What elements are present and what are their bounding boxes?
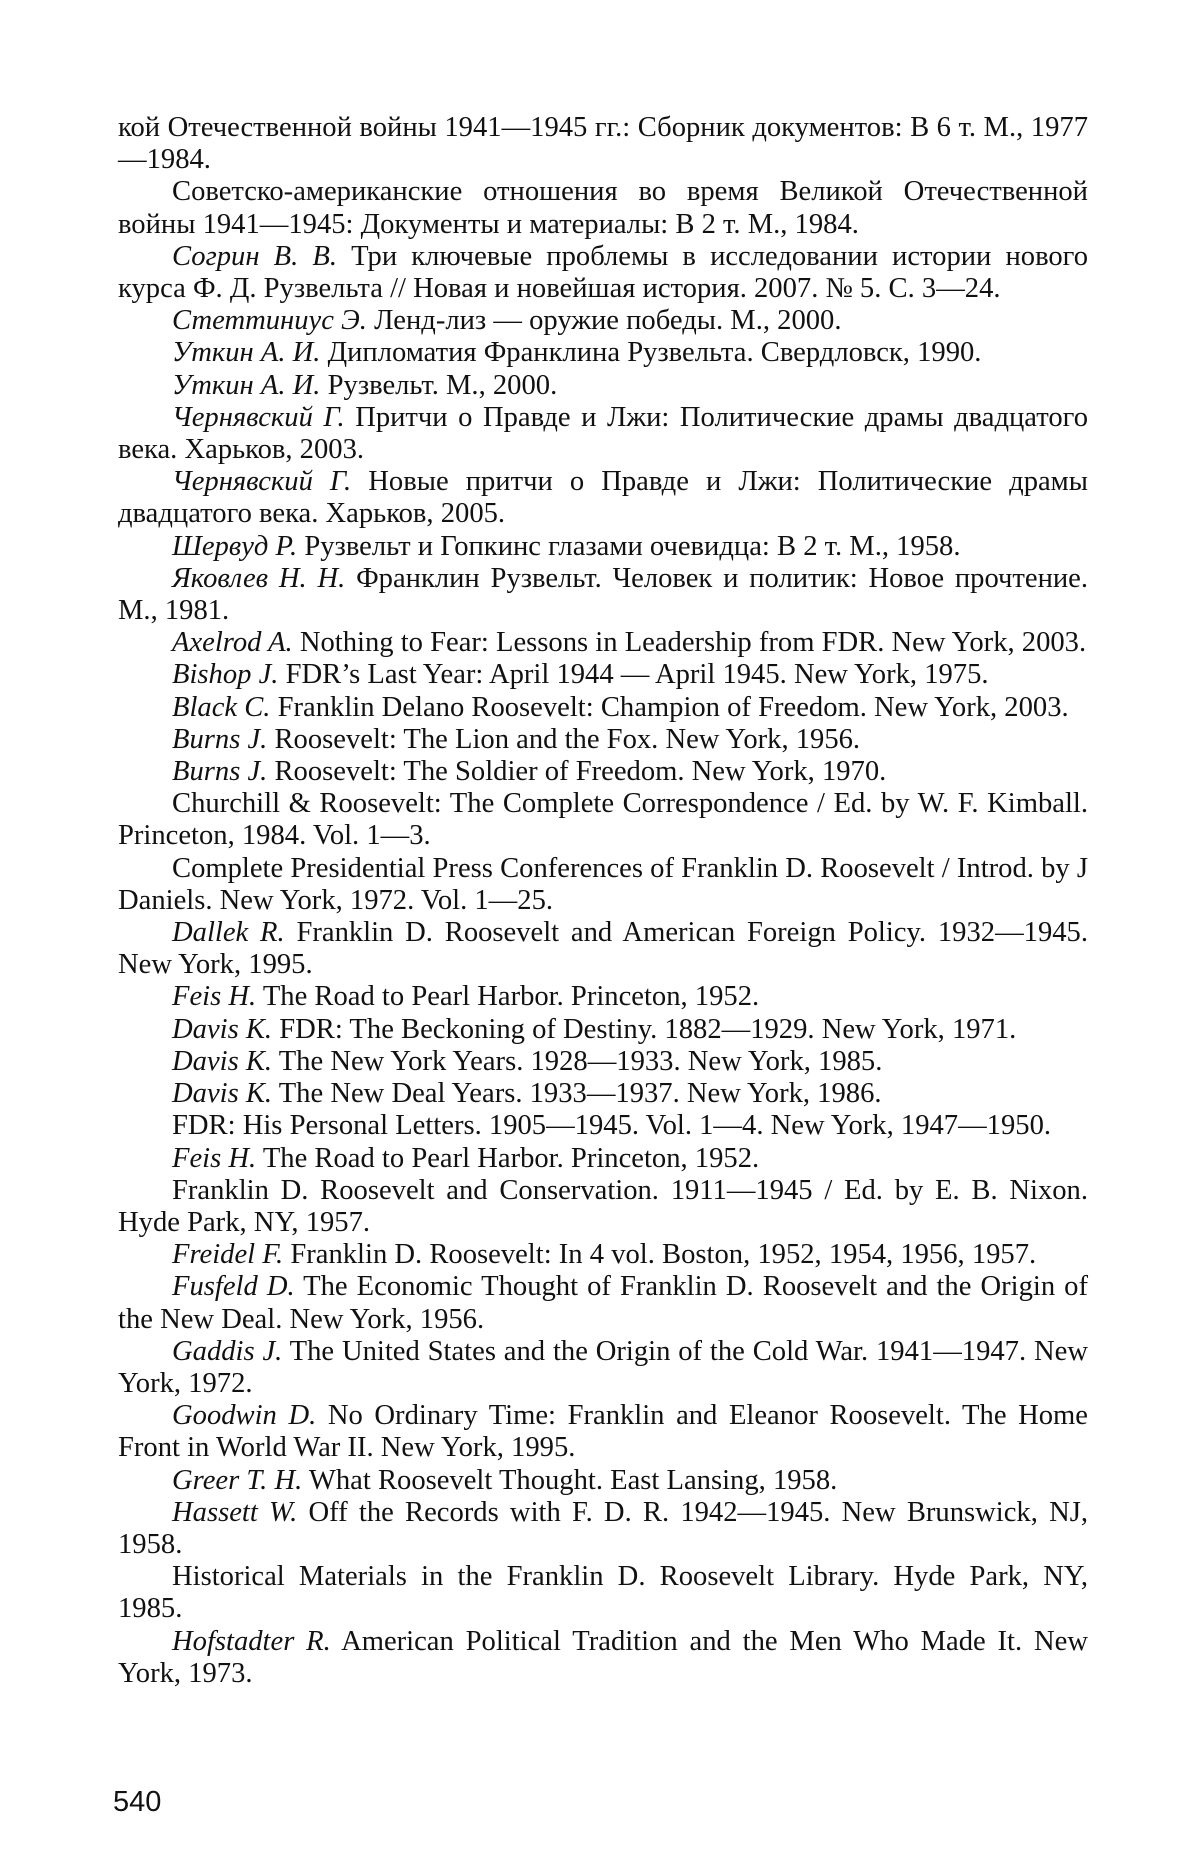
entry-text: No Ordinary Time: Franklin and Eleanor Roosevelt. The Home Front in World War II. New York, 1995. <box>118 1400 1088 1463</box>
entry-text: Roosevelt: The Soldier of Freedom. New York, 1970. <box>274 756 886 787</box>
entry-author: Bishop J. <box>172 659 278 690</box>
entry-author: Gaddis J. <box>172 1336 282 1367</box>
entry-text: Советско-американские отношения во время Великой Отечественной войны 1941—1945: Документы и материалы: В 2 т. М., 1984. <box>118 176 1088 239</box>
entry-text: Churchill & Roosevelt: The Complete Correspondence / Ed. by W. F. Kimball. Princeton, 1984. Vol. 1—3. <box>118 788 1088 851</box>
entry-text: The Road to Pearl Harbor. Princeton, 1952. <box>263 981 759 1012</box>
bibliography-entry <box>118 466 1088 530</box>
entry-author: Hassett W. <box>172 1497 297 1528</box>
entry-text: Ленд-лиз — оружие победы. М., 2000. <box>374 305 841 336</box>
entry-author: Dallek R. <box>172 917 285 948</box>
entry-author: Freidel F. <box>172 1239 283 1270</box>
entry-author: Яковлев Н. Н. <box>172 563 345 594</box>
entry-author: Axelrod A. <box>172 627 293 658</box>
bibliography-entry <box>118 1271 1088 1335</box>
entry-author: Goodwin D. <box>172 1400 316 1431</box>
page-number: 540 <box>113 1786 161 1819</box>
bibliography-page <box>118 112 1088 1690</box>
bibliography-entry <box>118 1561 1088 1625</box>
entry-text: The Economic Thought of Franklin D. Roosevelt and the Origin of the New Deal. New York, 1956. <box>118 1271 1088 1334</box>
bibliography-entry <box>118 756 1088 788</box>
entry-text: Рузвельт. М., 2000. <box>328 370 558 401</box>
entry-author: Feis H. <box>172 1143 256 1174</box>
entry-text: The New York Years. 1928—1933. New York, 1985. <box>279 1046 883 1077</box>
bibliography-entry <box>118 627 1088 659</box>
entry-text: Historical Materials in the Franklin D. Roosevelt Library. Hyde Park, NY, 1985. <box>118 1561 1088 1624</box>
bibliography-entry <box>118 241 1088 305</box>
entry-text: Franklin D. Roosevelt and American Foreign Policy. 1932—1945. New York, 1995. <box>118 917 1088 980</box>
entry-author: Black C. <box>172 692 270 723</box>
bibliography-entry <box>118 853 1088 917</box>
entry-text: Franklin D. Roosevelt and Conservation. 1911—1945 / Ed. by E. B. Nixon. Hyde Park, NY, 1957. <box>118 1175 1088 1238</box>
bibliography-entry <box>118 563 1088 627</box>
entry-author: Davis K. <box>172 1014 272 1045</box>
entry-text: Новые притчи о Правде и Лжи: Политические драмы двадцатого века. Харьков, 2005. <box>118 466 1088 529</box>
bibliography-entry <box>118 1078 1088 1110</box>
bibliography-entry <box>118 1626 1088 1690</box>
entry-text: The New Deal Years. 1933—1937. New York, 1986. <box>279 1078 882 1109</box>
bibliography-entry <box>118 370 1088 402</box>
entry-text: Franklin Delano Roosevelt: Champion of Freedom. New York, 2003. <box>278 692 1069 723</box>
bibliography-entry <box>118 1497 1088 1561</box>
bibliography-entry <box>118 1336 1088 1400</box>
entry-text: Три ключевые проблемы в исследовании истории нового курса Ф. Д. Рузвельта // Новая и новейшая история. 2007. № 5. С. 3—24. <box>118 241 1088 304</box>
entry-author: Davis K. <box>172 1078 272 1109</box>
bibliography-entry <box>118 176 1088 240</box>
entry-text: Off the Records with F. D. R. 1942—1945. New Brunswick, NJ, 1958. <box>118 1497 1088 1560</box>
entry-text: Притчи о Правде и Лжи: Политические драмы двадцатого века. Харьков, 2003. <box>118 402 1088 465</box>
entry-text: FDR: The Beckoning of Destiny. 1882—1929. New York, 1971. <box>279 1014 1016 1045</box>
entry-text: American Political Tradition and the Men Who Made It. New York, 1973. <box>118 1626 1088 1689</box>
entry-author: Уткин А. И. <box>172 370 320 401</box>
entry-author: Greer T. H. <box>172 1465 302 1496</box>
bibliography-entry <box>118 1110 1088 1142</box>
bibliography-entry <box>118 788 1088 852</box>
bibliography-entry <box>118 1046 1088 1078</box>
bibliography-entry <box>118 1239 1088 1271</box>
entry-author: Стеттиниус Э. <box>172 305 367 336</box>
entry-text: FDR: His Personal Letters. 1905—1945. Vol. 1—4. New York, 1947—1950. <box>172 1110 1051 1141</box>
entry-author: Шервуд Р. <box>172 531 297 562</box>
entry-author: Burns J. <box>172 756 267 787</box>
entry-text: Roosevelt: The Lion and the Fox. New York, 1956. <box>274 724 860 755</box>
entry-text: The United States and the Origin of the Cold War. 1941—1947. New York, 1972. <box>118 1336 1088 1399</box>
bibliography-entry <box>118 1465 1088 1497</box>
bibliography-entry <box>118 531 1088 563</box>
bibliography-entry <box>118 917 1088 981</box>
bibliography-list <box>118 112 1088 1690</box>
bibliography-entry <box>118 402 1088 466</box>
entry-text: Франклин Рузвельт. Человек и политик: Новое прочтение. М., 1981. <box>118 563 1088 626</box>
bibliography-entry <box>118 337 1088 369</box>
bibliography-entry <box>118 1014 1088 1046</box>
entry-text: кой Отечественной войны 1941—1945 гг.: Сборник документов: В 6 т. М., 1977—1984. <box>118 112 1088 175</box>
entry-text: FDR’s Last Year: April 1944 — April 1945. New York, 1975. <box>286 659 989 690</box>
bibliography-entry <box>118 1143 1088 1175</box>
entry-text: Рузвельт и Гопкинс глазами очевидца: В 2 т. М., 1958. <box>304 531 960 562</box>
entry-author: Fusfeld D. <box>172 1271 295 1302</box>
entry-author: Чернявский Г. <box>172 402 345 433</box>
entry-author: Feis H. <box>172 981 256 1012</box>
bibliography-entry <box>118 692 1088 724</box>
bibliography-entry <box>118 112 1088 176</box>
entry-text: Franklin D. Roosevelt: In 4 vol. Boston, 1952, 1954, 1956, 1957. <box>290 1239 1036 1270</box>
entry-text: The Road to Pearl Harbor. Princeton, 1952. <box>263 1143 759 1174</box>
bibliography-entry <box>118 1175 1088 1239</box>
bibliography-entry <box>118 724 1088 756</box>
entry-author: Чернявский Г. <box>172 466 351 497</box>
entry-text: Дипломатия Франклина Рузвельта. Свердловск, 1990. <box>328 337 982 368</box>
entry-author: Уткин А. И. <box>172 337 320 368</box>
entry-author: Davis K. <box>172 1046 272 1077</box>
entry-text: What Roosevelt Thought. East Lansing, 1958. <box>309 1465 837 1496</box>
entry-author: Hofstadter R. <box>172 1626 331 1657</box>
entry-text: Nothing to Fear: Lessons in Leadership from FDR. New York, 2003. <box>300 627 1086 658</box>
entry-text: Complete Presidential Press Conferences of Franklin D. Roosevelt / Introd. by J Daniels. New York, 1972. Vol. 1—25. <box>118 853 1088 916</box>
bibliography-entry <box>118 1400 1088 1464</box>
bibliography-entry <box>118 305 1088 337</box>
entry-author: Согрин В. В. <box>172 241 337 272</box>
bibliography-entry <box>118 659 1088 691</box>
bibliography-entry <box>118 981 1088 1013</box>
entry-author: Burns J. <box>172 724 267 755</box>
